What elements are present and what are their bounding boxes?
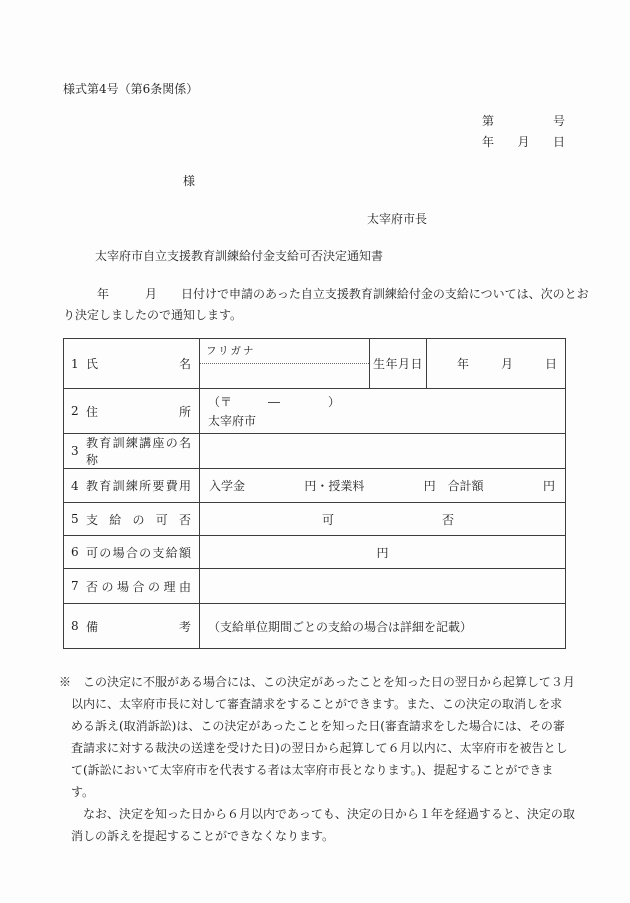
body-paragraph-line-2: り決定しましたので通知します。 [63, 308, 243, 322]
postal-code-line: （〒 ― ） [208, 395, 341, 409]
furigana-label: フリガナ [200, 339, 369, 364]
table-row-approved-amount [64, 535, 565, 568]
birth-month-label: 月 [500, 357, 513, 371]
table-row-name [64, 339, 565, 388]
footnote-line: なお、決定を知った日から６月以内であっても、決定の日から１年を経過すると、決定の取 [71, 807, 575, 821]
approved-amount-content-cell [199, 536, 565, 568]
issue-date-day-label: 日 [552, 135, 565, 149]
table-row-course-name [64, 433, 565, 468]
address-content-cell [199, 389, 565, 433]
birth-day-label: 日 [544, 357, 557, 371]
footnote-line: 以内に、太宰府市長に対して審査請求をすることができます。また、この決定の取消しを求 [71, 697, 563, 711]
appeal-rights-footnote [59, 671, 573, 847]
approved-amount-label-cell [64, 536, 199, 568]
denial-reason-label-cell [64, 569, 199, 603]
remarks-note: （支給単位期間ごとの支給の場合は詳細を記載） [208, 619, 473, 634]
name-label-cell [64, 339, 199, 388]
row-number: 3 [71, 444, 79, 458]
table-row-payment-decision [64, 502, 565, 535]
approved-amount-label: 可の場合の支給額 [86, 545, 191, 560]
table-row-address [64, 388, 565, 433]
footnote-line: 消しの訴えを提起することができなくなります。 [71, 829, 335, 843]
row-number: 7 [71, 579, 79, 593]
sender-title: 太宰府市長 [367, 212, 428, 226]
approve-option: 可 [322, 512, 335, 527]
row-number: 4 [71, 478, 79, 493]
decision-table [63, 338, 566, 649]
issue-date-line [482, 133, 565, 150]
total-amount-label: 円 合計額 [423, 479, 484, 493]
city-line: 太宰府市 [208, 414, 257, 428]
table-row-training-cost [64, 468, 565, 502]
remarks-content-cell [199, 604, 565, 648]
footnote-line: ※ この決定に不服がある場合には、この決定があったことを知った日の翌日から起算して３月 [59, 675, 575, 689]
denial-reason-content-cell [199, 569, 565, 603]
course-name-content-cell [199, 434, 565, 468]
footnote-line: て(訴訟において太宰府市を代表する者は太宰府市長となります。)、提起することができま [71, 763, 554, 777]
row-number: 1 [71, 356, 79, 371]
document-number-line [482, 112, 565, 129]
footnote-line: める訴え(取消訴訟)は、この決定があったことを知った日(審査請求をした場合には、その審 [71, 719, 565, 733]
row-number: 5 [71, 512, 79, 526]
denial-reason-label: 否の場合の理由 [86, 579, 191, 594]
payment-decision-content-cell [199, 503, 565, 535]
remarks-label: 備考 [86, 619, 191, 634]
document-title: 太宰府市自立支援教育訓練給付金支給可否決定通知書 [95, 249, 384, 263]
training-cost-label-cell [64, 469, 199, 502]
course-name-label: 教育訓練講座の名称 [86, 436, 191, 467]
birth-date-label: 生年月日 [369, 339, 426, 388]
remarks-label-cell [64, 604, 199, 648]
issue-date-month-label: 月 [517, 135, 530, 149]
yen-label: 円 [376, 545, 389, 560]
tuition-label: 円・授業料 [304, 479, 365, 493]
addressee-honorific: 様 [183, 174, 196, 188]
payment-decision-label-cell [64, 503, 199, 535]
furigana-name-cell [200, 339, 369, 388]
deny-option: 否 [442, 512, 455, 527]
payment-decision-label: 支給の可否 [86, 512, 191, 527]
row-number: 6 [71, 545, 79, 559]
body-paragraph-line-1: 年 月 日付けで申請のあった自立支援教育訓練給付金の支給については、次のとお [97, 287, 589, 301]
course-name-label-cell [64, 434, 199, 468]
row-number: 8 [71, 619, 79, 633]
training-cost-label: 教育訓練所要費用 [86, 479, 191, 493]
name-label: 氏名 [86, 357, 191, 371]
document-number-prefix: 第 [482, 114, 495, 128]
training-cost-content-cell [199, 469, 565, 502]
address-label: 住所 [86, 404, 191, 419]
birth-date-value-cell [426, 339, 565, 388]
form-code: 様式第4号（第6条関係） [63, 82, 199, 96]
row-number: 2 [71, 404, 79, 418]
footnote-line: す。 [71, 785, 95, 799]
address-label-cell [64, 389, 199, 433]
table-row-remarks [64, 603, 565, 648]
entry-fee-label: 入学金 [209, 479, 246, 493]
footnote-line: 査請求に対する裁決の送達を受けた日)の翌日から起算して６月以内に、太宰府市を被告とし [71, 741, 568, 755]
document-number-suffix: 号 [552, 114, 565, 128]
birth-year-label: 年 [457, 357, 470, 371]
name-content-cell [199, 339, 565, 388]
table-row-denial-reason [64, 568, 565, 603]
yen-label: 円 [542, 479, 555, 493]
issue-date-year-label: 年 [482, 135, 495, 149]
